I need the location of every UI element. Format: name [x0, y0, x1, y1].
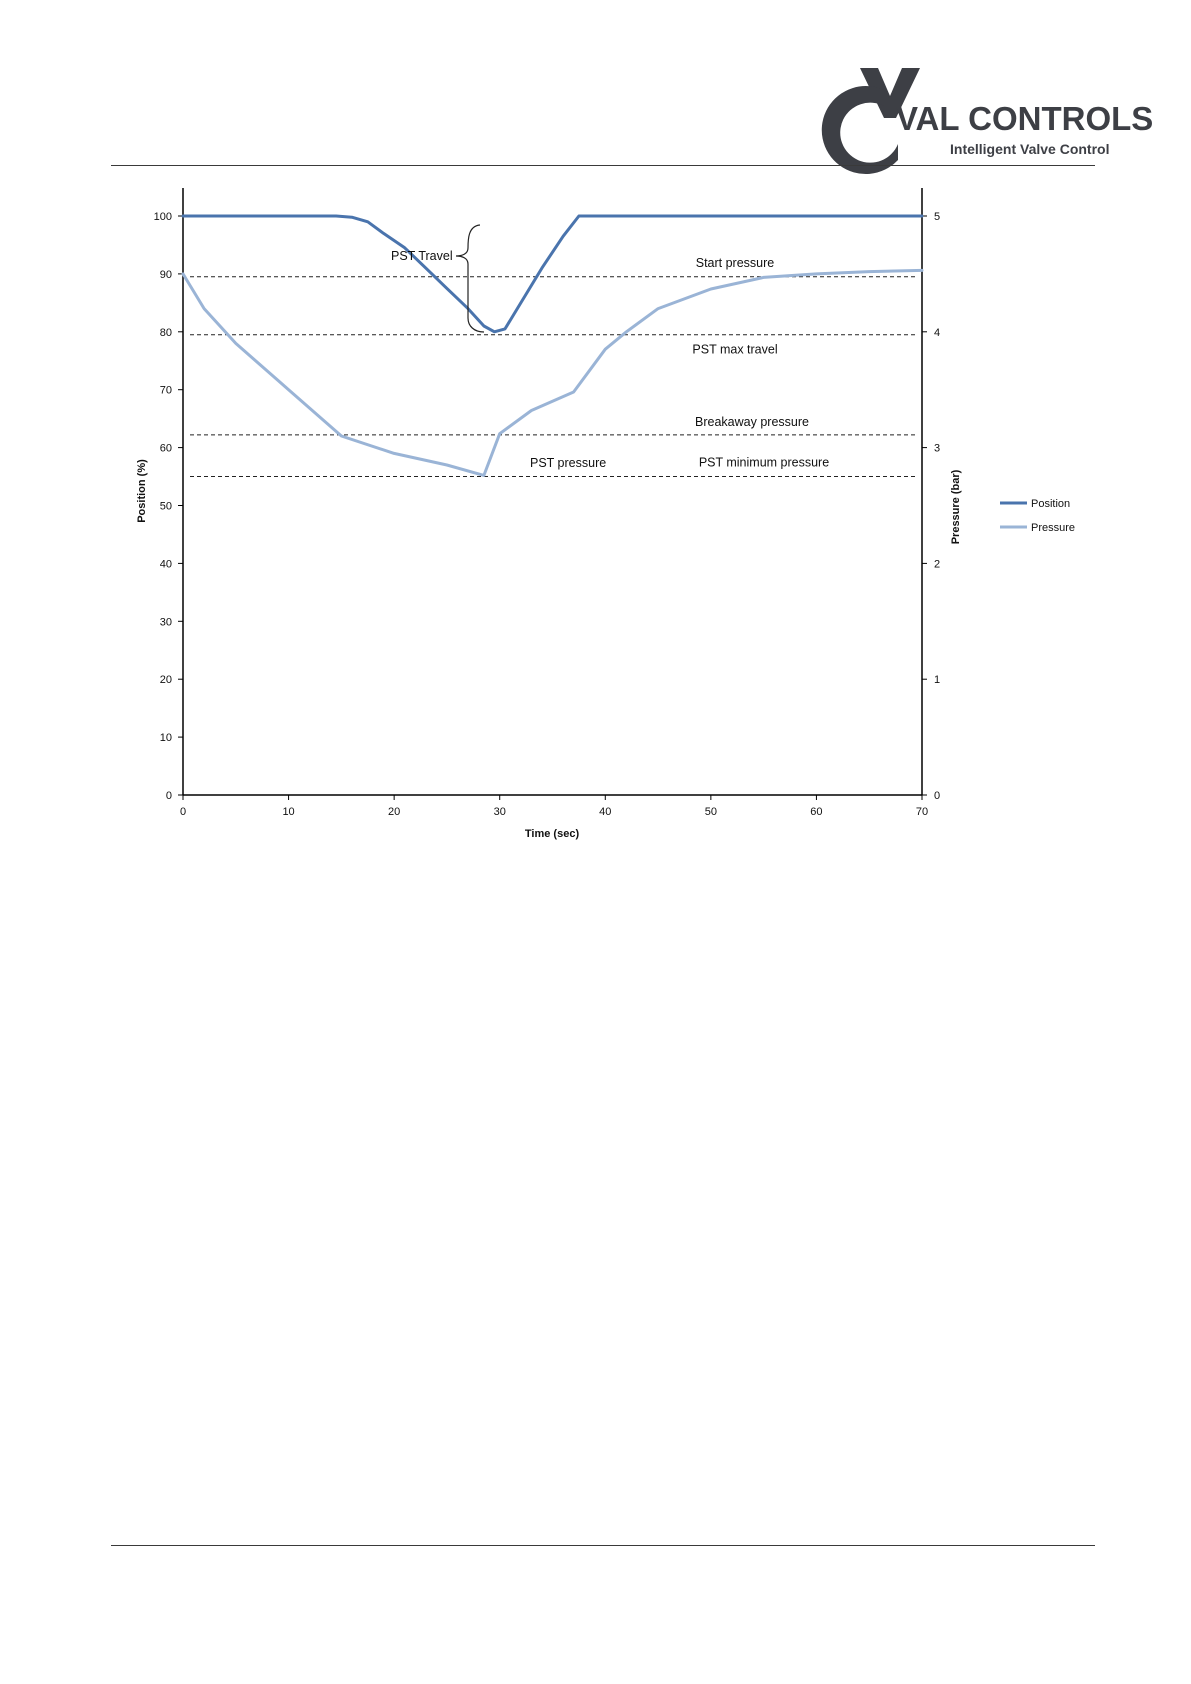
axis-ticks [154, 211, 940, 818]
x-tick-label: 0 [179, 806, 187, 818]
y2-tick-label: 1 [934, 674, 941, 687]
y2-tick-label: 4 [934, 326, 941, 339]
y-tick-label: 0 [165, 790, 172, 802]
legend-label-pressure: Pressure [1031, 522, 1076, 534]
y2-tick-label: 2 [934, 558, 941, 571]
x-tick-label: 20 [388, 806, 401, 818]
y-tick-label: 50 [159, 500, 172, 513]
reference-line-label: PST minimum pressure [698, 455, 830, 470]
legend [1000, 498, 1075, 534]
pst-travel-brace [456, 225, 484, 332]
y-tick-label: 30 [159, 616, 172, 629]
series-group [183, 216, 922, 475]
y-tick-label: 10 [159, 732, 172, 745]
y-tick-label: 100 [153, 211, 172, 223]
y-tick-label: 90 [159, 268, 172, 281]
logo-tagline: Intelligent Valve Control [950, 141, 1110, 157]
y-tick-label: 40 [159, 558, 172, 571]
y-tick-label: 20 [159, 674, 172, 687]
x-tick-label: 70 [915, 806, 929, 818]
pst-travel-label: PST Travel [391, 249, 453, 263]
y2-axis-title: Pressure (bar) [950, 469, 962, 545]
y-axis-title: Position (%) [136, 459, 148, 523]
y-tick-label: 80 [159, 326, 172, 339]
reference-line-label: Breakaway pressure [695, 414, 809, 429]
y2-tick-label: 3 [934, 442, 941, 455]
x-tick-label: 40 [599, 806, 612, 818]
footer-divider [111, 1545, 1095, 1546]
pst-pressure-label: PST pressure [530, 456, 607, 470]
x-tick-label: 50 [704, 806, 717, 818]
logo-wordmark: VAL CONTROLS [896, 100, 1154, 137]
y2-tick-label: 5 [934, 211, 941, 223]
x-axis-title: Time (sec) [524, 828, 580, 840]
x-tick-label: 60 [810, 806, 823, 818]
y-tick-label: 70 [159, 384, 172, 397]
y2-tick-label: 0 [934, 790, 941, 802]
reference-line-label: Start pressure [695, 255, 775, 270]
x-tick-label: 10 [282, 806, 295, 818]
reference-line-label: PST max travel [692, 342, 778, 357]
legend-label-position: Position [1031, 498, 1071, 510]
y-tick-label: 60 [159, 442, 172, 455]
series-line-pressure [183, 270, 922, 475]
x-tick-label: 30 [493, 806, 506, 818]
reference-lines [190, 256, 918, 477]
